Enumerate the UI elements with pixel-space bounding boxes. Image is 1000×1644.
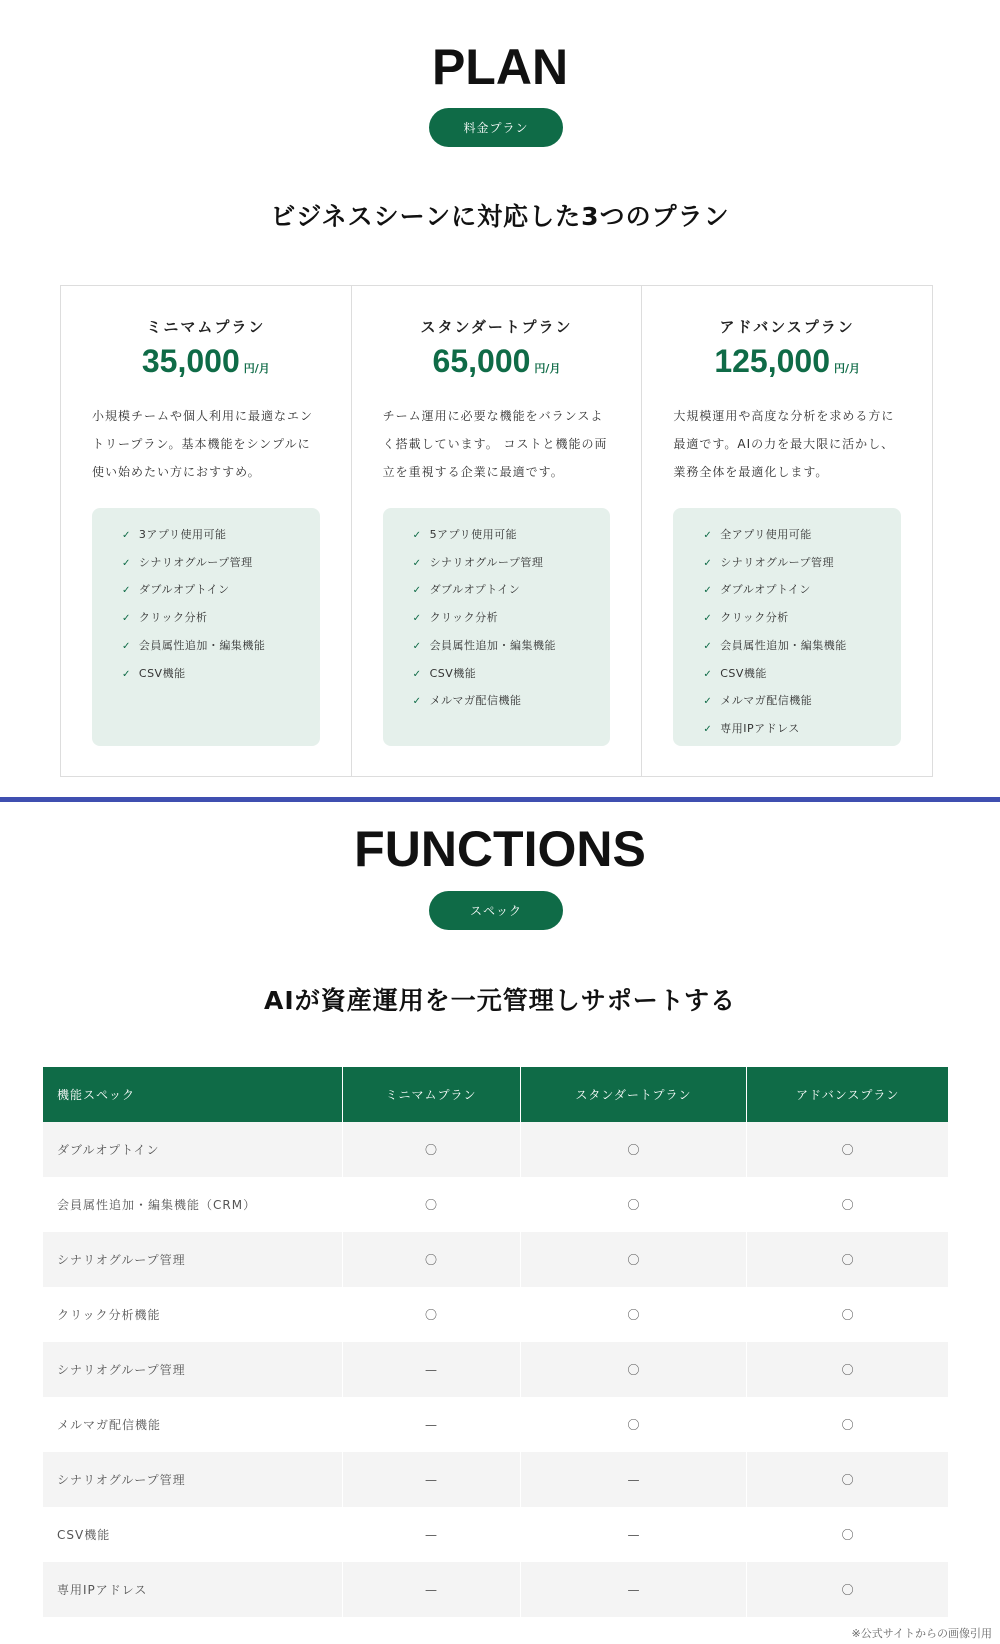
feature-item: [413, 661, 611, 689]
feature-item: [413, 522, 611, 550]
plan-card: [352, 286, 643, 776]
feature-label: ダブルオプトイン: [138, 583, 230, 597]
feature-label: 会員属性追加・編集機能: [429, 638, 557, 652]
functions-title: FUNCTIONS: [354, 821, 646, 877]
feature-name-cell: シナリオグループ管理: [43, 1342, 342, 1397]
availability-cell: 〇: [520, 1177, 747, 1232]
availability-cell: —: [342, 1507, 520, 1562]
availability-cell: 〇: [342, 1232, 520, 1287]
feature-name-cell: メルマガ配信機能: [57, 1418, 162, 1432]
plan-name: アドバンスプラン: [719, 318, 855, 336]
check-icon: ✓: [412, 613, 422, 625]
feature-item: [122, 633, 320, 661]
plan-name: ミニマムプラン: [146, 318, 266, 336]
check-icon: ✓: [412, 696, 422, 708]
price-unit: 円/月: [834, 362, 861, 375]
column-header: 機能スペック: [43, 1067, 342, 1122]
plan-title: PLAN: [431, 39, 569, 95]
feature-name-cell: ダブルオプトイン: [43, 1122, 342, 1177]
functions-subtitle: AIが資産運用を一元管理しサポートする: [264, 986, 736, 1015]
check-icon: ✓: [122, 585, 131, 597]
column-header: ミニマムプラン: [342, 1067, 520, 1122]
feature-label: ダブルオプトイン: [429, 583, 521, 597]
price-value: 125,000: [714, 343, 830, 379]
check-icon: ✓: [703, 613, 713, 625]
check-icon: ✓: [703, 668, 713, 680]
feature-label: クリック分析: [720, 611, 789, 625]
price-unit: 円/月: [243, 362, 270, 375]
plan-card: [642, 286, 932, 776]
availability-cell: —: [342, 1342, 520, 1397]
feature-name-cell: シナリオグループ管理: [43, 1452, 342, 1507]
feature-item: [122, 550, 320, 578]
feature-item: [413, 688, 611, 716]
feature-item: [122, 605, 320, 633]
plan-description: チーム運用に必要な機能をバランスよく搭載しています。 コストと機能の両立を重視する企業に最適です。: [382, 409, 608, 479]
price-value: 65,000: [432, 343, 531, 379]
feature-name-cell: CSV機能: [57, 1528, 111, 1542]
table-row: [43, 1232, 948, 1287]
plan-price: [383, 343, 611, 380]
functions-pill-badge: スペック: [429, 891, 563, 930]
availability-cell: 〇: [342, 1122, 520, 1177]
feature-label: 3アプリ使用可能: [138, 528, 227, 541]
spec-table: [43, 1067, 948, 1617]
feature-item: [413, 550, 611, 578]
feature-list: [92, 508, 320, 746]
check-icon: ✓: [703, 723, 713, 735]
availability-cell: 〇: [747, 1342, 948, 1397]
table-row: [43, 1452, 948, 1507]
check-icon: ✓: [703, 696, 713, 708]
check-icon: ✓: [122, 557, 131, 569]
check-icon: ✓: [412, 668, 422, 680]
plan-card: [61, 286, 352, 776]
feature-item: [703, 550, 901, 578]
check-icon: ✓: [703, 530, 713, 541]
feature-item: [703, 522, 901, 550]
plan-price: [673, 343, 901, 380]
table-row: [43, 1122, 948, 1177]
feature-label: メルマガ配信機能: [429, 694, 522, 708]
availability-cell: 〇: [520, 1342, 747, 1397]
feature-label: 会員属性追加・編集機能: [138, 638, 266, 652]
availability-cell: —: [520, 1452, 747, 1507]
column-header: スタンダートプラン: [520, 1067, 747, 1122]
check-icon: ✓: [122, 530, 131, 541]
table-row: [43, 1342, 948, 1397]
feature-name-cell: クリック分析機能: [57, 1308, 161, 1322]
availability-cell: —: [342, 1397, 520, 1452]
check-icon: ✓: [412, 640, 422, 652]
check-icon: ✓: [703, 640, 713, 652]
feature-item: [703, 688, 901, 716]
check-icon: ✓: [703, 557, 713, 569]
feature-label: 5アプリ使用可能: [429, 528, 518, 541]
availability-cell: 〇: [520, 1287, 747, 1342]
feature-item: [703, 633, 901, 661]
section-divider: [0, 797, 1000, 802]
feature-item: [703, 661, 901, 689]
feature-label: 全アプリ使用可能: [720, 528, 812, 541]
availability-cell: 〇: [520, 1122, 747, 1177]
plan-name: スタンダートプラン: [420, 318, 573, 336]
check-icon: ✓: [122, 668, 131, 680]
feature-label: シナリオグループ管理: [720, 555, 835, 569]
feature-label: ダブルオプトイン: [720, 583, 811, 597]
table-row: [43, 1507, 948, 1562]
availability-cell: 〇: [342, 1177, 520, 1232]
availability-cell: 〇: [342, 1287, 520, 1342]
feature-item: [703, 577, 901, 605]
feature-label: 会員属性追加・編集機能: [720, 638, 847, 652]
check-icon: ✓: [412, 585, 422, 597]
table-row: [43, 1287, 948, 1342]
feature-item: [413, 577, 611, 605]
feature-item: [413, 605, 611, 633]
table-row: [43, 1562, 948, 1617]
feature-list: [673, 508, 901, 746]
feature-label: クリック分析: [138, 611, 208, 625]
availability-cell: 〇: [747, 1452, 948, 1507]
feature-label: シナリオグループ管理: [138, 555, 253, 569]
feature-item: [122, 661, 320, 689]
feature-name-cell: 専用IPアドレス: [43, 1562, 342, 1617]
plan-price: [92, 343, 320, 380]
availability-cell: 〇: [520, 1232, 747, 1287]
feature-label: 専用IPアドレス: [720, 721, 800, 735]
feature-name-cell: 会員属性追加・編集機能（CRM）: [57, 1198, 257, 1212]
availability-cell: 〇: [747, 1507, 948, 1562]
availability-cell: 〇: [520, 1397, 747, 1452]
feature-list: [383, 508, 611, 746]
check-icon: ✓: [703, 585, 713, 597]
availability-cell: —: [520, 1507, 747, 1562]
feature-item: [703, 605, 901, 633]
availability-cell: 〇: [747, 1397, 948, 1452]
feature-item: [703, 716, 901, 744]
plan-cards: [60, 285, 933, 777]
availability-cell: 〇: [747, 1122, 948, 1177]
feature-item: [413, 633, 611, 661]
feature-label: シナリオグループ管理: [429, 555, 544, 569]
feature-item: [122, 577, 320, 605]
plan-description: 小規模チームや個人利用に最適なエントリープラン。基本機能をシンプルに使い始めたい方におすすめ。: [92, 409, 314, 479]
availability-cell: 〇: [747, 1177, 948, 1232]
feature-label: CSV機能: [429, 666, 477, 680]
availability-cell: —: [342, 1562, 520, 1617]
feature-label: CSV機能: [720, 666, 767, 680]
feature-label: メルマガ配信機能: [720, 694, 813, 708]
feature-item: [122, 522, 320, 550]
check-icon: ✓: [122, 640, 131, 652]
feature-name-cell: シナリオグループ管理: [43, 1232, 342, 1287]
check-icon: ✓: [122, 613, 131, 625]
availability-cell: —: [342, 1452, 520, 1507]
plan-subtitle: ビジネスシーンに対応した3つのプラン: [270, 202, 730, 231]
check-icon: ✓: [412, 530, 422, 541]
column-header: アドバンスプラン: [747, 1067, 948, 1122]
availability-cell: 〇: [747, 1287, 948, 1342]
feature-label: CSV機能: [138, 666, 186, 680]
availability-cell: —: [520, 1562, 747, 1617]
price-unit: 円/月: [534, 362, 561, 375]
price-value: 35,000: [141, 343, 240, 379]
footnote: ※公式サイトからの画像引用: [851, 1627, 992, 1640]
plan-pill-badge: 料金プラン: [429, 108, 563, 147]
plan-description: 大規模運用や高度な分析を求める方に最適です。AIの力を最大限に活かし、業務全体を最適化します。: [673, 409, 895, 479]
table-row: [43, 1397, 948, 1452]
check-icon: ✓: [412, 557, 422, 569]
table-row: [43, 1177, 948, 1232]
availability-cell: 〇: [747, 1562, 948, 1617]
feature-label: クリック分析: [429, 611, 499, 625]
availability-cell: 〇: [747, 1232, 948, 1287]
